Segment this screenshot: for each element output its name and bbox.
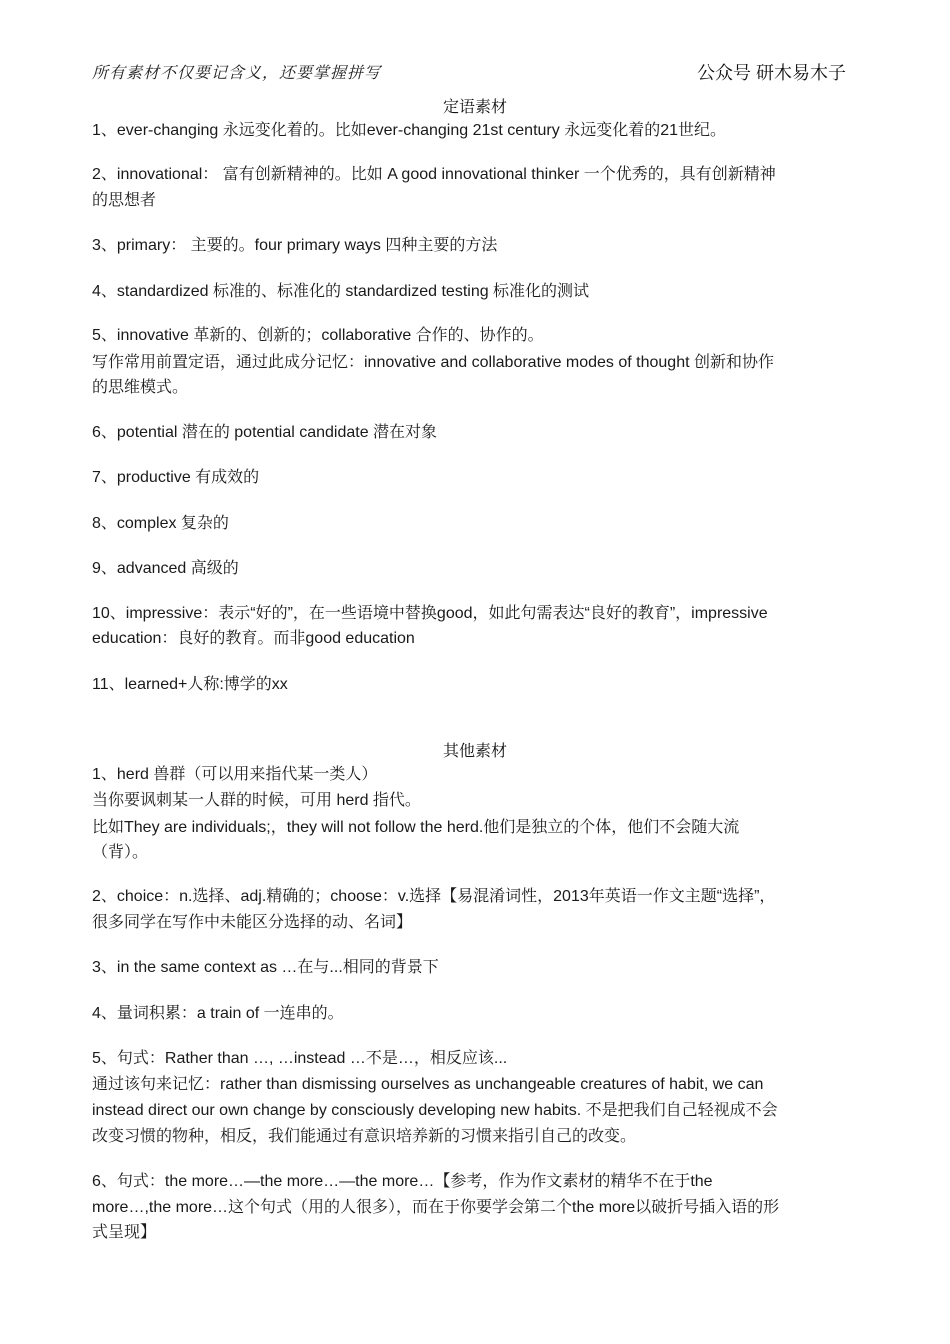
paragraph-line: 5、innovative 革新的、创新的；collaborative 合作的、协作的。 bbox=[92, 327, 544, 344]
paragraph-line: more…,the more…这个句式（用的人很多），而在于你要学会第二个the more以破折号插入语的形 bbox=[92, 1199, 780, 1216]
paragraph-line: 7、productive 有成效的 bbox=[92, 469, 260, 486]
section-title-attributives: 定语素材 bbox=[442, 99, 507, 116]
paragraph-line: 1、herd 兽群（可以用来指代某一类人） bbox=[92, 766, 378, 783]
paragraph-line: 4、量词积累：a train of 一连串的。 bbox=[92, 1005, 344, 1022]
header-note: 所有素材不仅要记含义，还要掌握拼写 bbox=[92, 63, 382, 82]
paragraph-line: 很多同学在写作中未能区分选择的动、名词】 bbox=[92, 914, 413, 931]
paragraph-line: 6、句式：the more…—the more…—the more…【参考，作为作文素材的精华不在于the bbox=[92, 1173, 713, 1190]
paragraph-line: 5、句式：Rather than …, …instead …不是…，相反应该... bbox=[92, 1050, 508, 1067]
paragraph-line: education：良好的教育。而非good education bbox=[92, 630, 415, 647]
paragraph-line: 的思维模式。 bbox=[92, 379, 189, 396]
paragraph-line: 8、complex 复杂的 bbox=[92, 515, 229, 532]
paragraph-line: 4、standardized 标准的、标准化的 standardized testing 标准化的测试 bbox=[92, 283, 590, 300]
paragraph-line: 9、advanced 高级的 bbox=[92, 560, 239, 577]
paragraph-line: 比如They are individuals;，they will not follow the herd.他们是独立的个体，他们不会随大流 bbox=[92, 819, 740, 836]
paragraph-line: 的思想者 bbox=[92, 192, 157, 209]
paragraph-line: 3、primary： 主要的。four primary ways 四种主要的方法 bbox=[92, 237, 498, 254]
paragraph-line: 6、potential 潜在的 potential candidate 潜在对象 bbox=[92, 424, 438, 441]
paragraph-line: 1、ever-changing 永远变化着的。比如ever-changing 21st century 永远变化着的21世纪。 bbox=[92, 122, 726, 139]
paragraph-line: 改变习惯的物种，相反，我们能通过有意识培养新的习惯来指引自己的改变。 bbox=[92, 1128, 637, 1145]
paragraph-line: 通过该句来记忆：rather than dismissing ourselves as unchangeable creatures of habit, we can bbox=[92, 1076, 764, 1093]
paragraph-line: 10、impressive：表示“好的”，在一些语境中替换good，如此句需表达“良好的教育”，impressive bbox=[92, 605, 768, 622]
paragraph-line: 式呈现】 bbox=[92, 1224, 157, 1241]
paragraph-line: （背）。 bbox=[92, 844, 149, 861]
header-account: 公众号 研木易木子 bbox=[697, 63, 847, 83]
paragraph-line: 当你要讽刺某一人群的时候，可用 herd 指代。 bbox=[92, 792, 421, 809]
paragraph-line: 2、innovational： 富有创新精神的。比如 A good innovational thinker 一个优秀的，具有创新精神 bbox=[92, 166, 776, 183]
paragraph-line: instead direct our own change by consciously developing new habits. 不是把我们自己轻视成不会 bbox=[92, 1102, 778, 1119]
paragraph-line: 11、learned+人称:博学的xx bbox=[92, 676, 288, 693]
paragraph-line: 2、choice：n.选择、adj.精确的；choose：v.选择【易混淆词性，2013年英语一作文主题“选择”， bbox=[92, 888, 776, 905]
section-title-other: 其他素材 bbox=[442, 743, 507, 760]
paragraph-line: 3、in the same context as …在与...相同的背景下 bbox=[92, 959, 439, 976]
paragraph-line: 写作常用前置定语，通过此成分记忆：innovative and collaborative modes of thought 创新和协作 bbox=[92, 354, 774, 371]
